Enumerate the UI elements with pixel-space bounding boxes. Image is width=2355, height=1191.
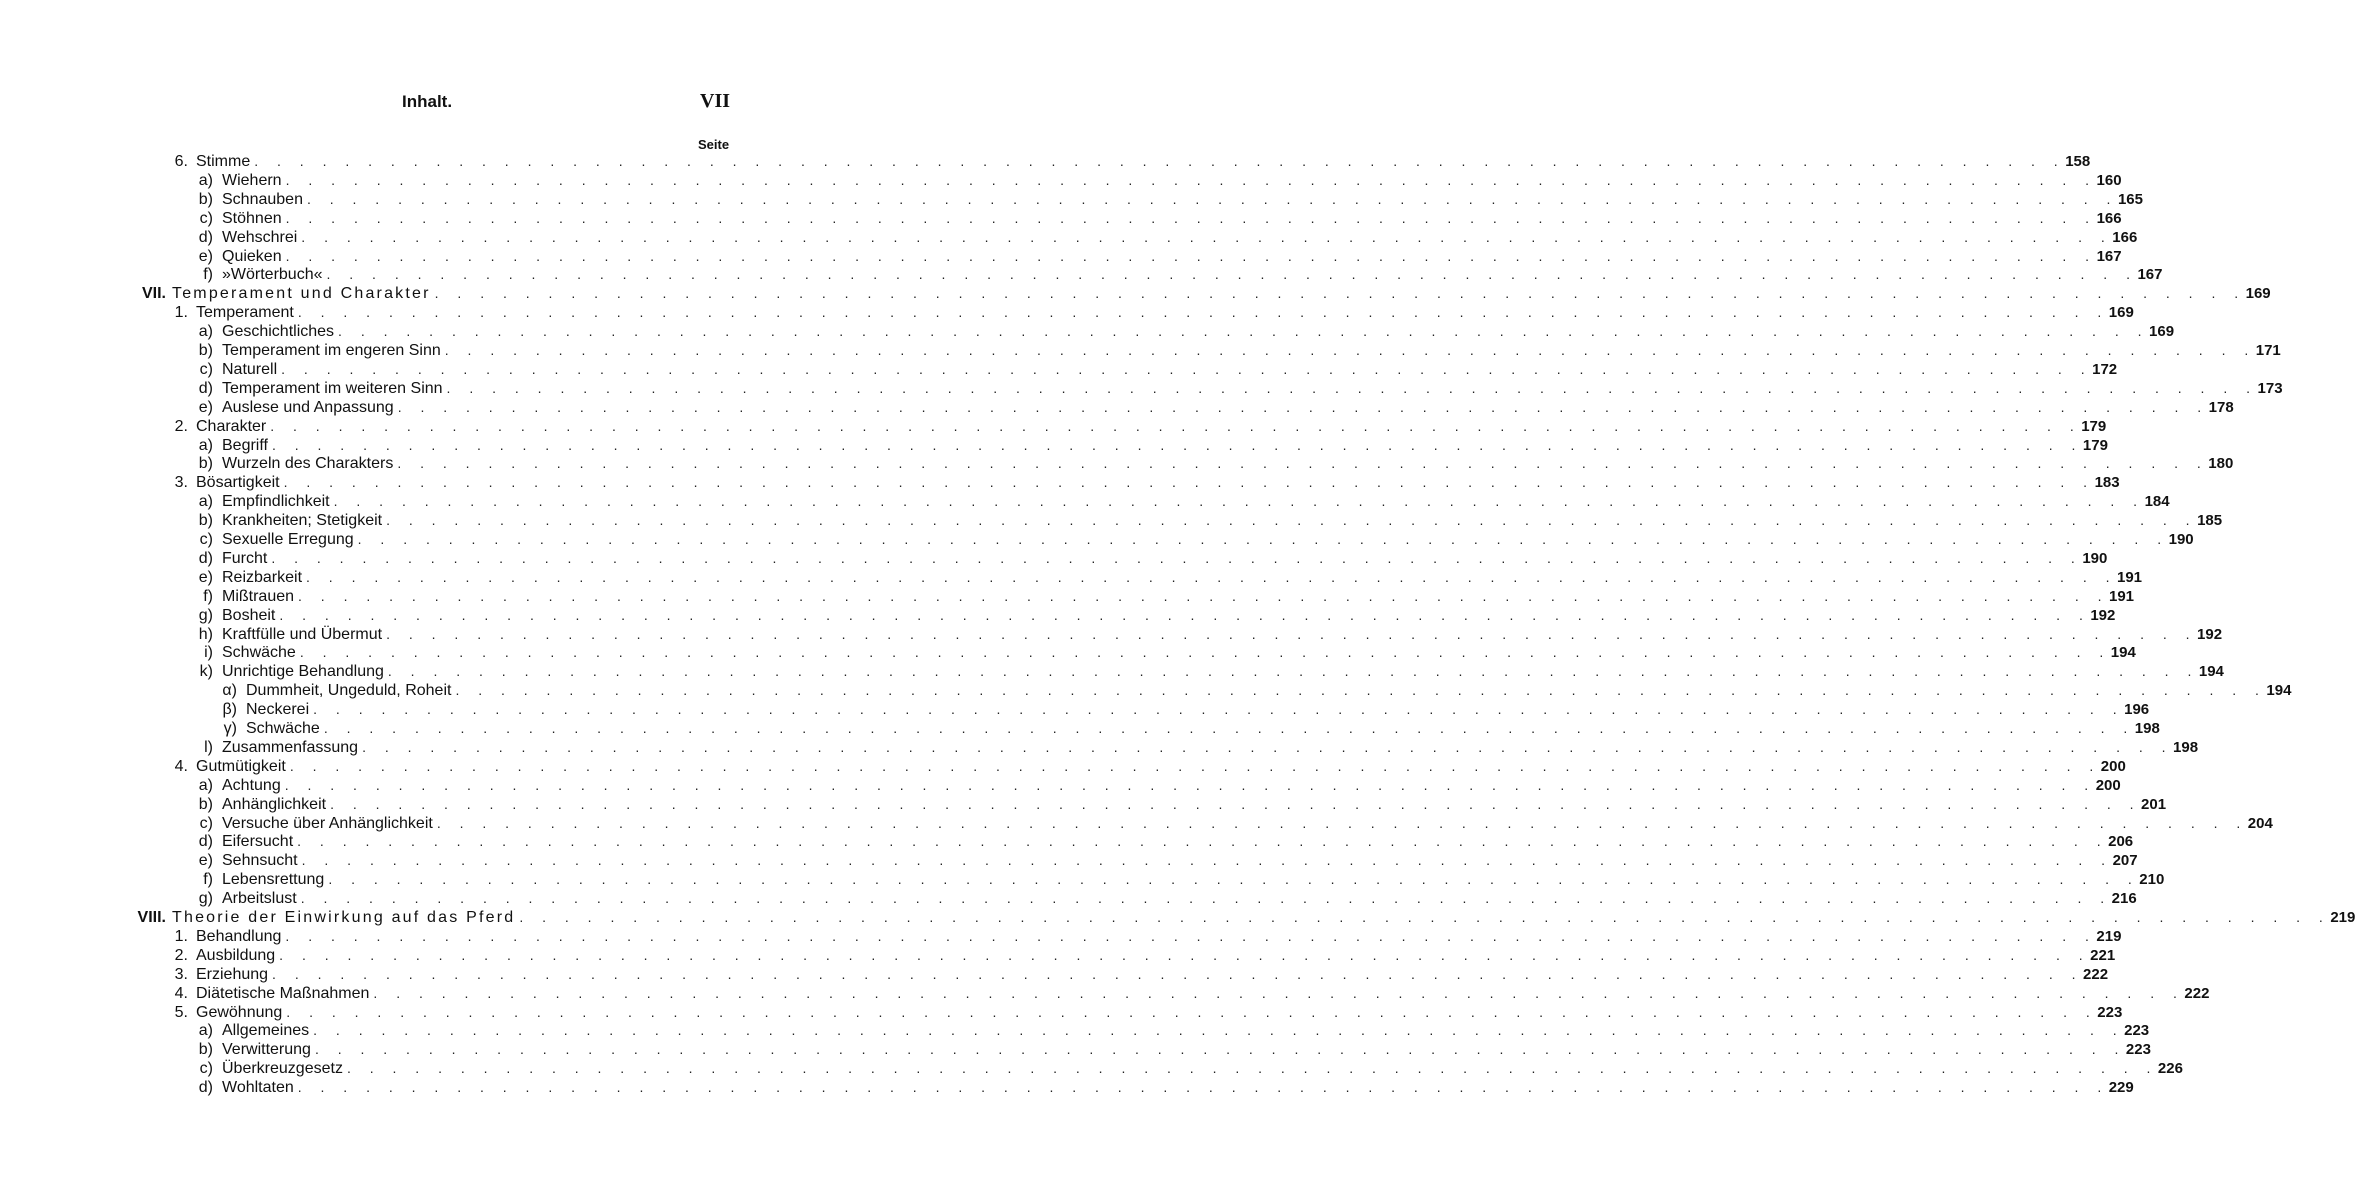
- toc-entry: [174, 152, 2091, 171]
- toc-entry-page: 192: [2197, 625, 2223, 643]
- toc-entry: [204, 738, 2199, 757]
- toc-entry-page: 169: [2149, 323, 2175, 341]
- dot-leader: . . . . . . . . . . . . . . . . . . . . . . . . . . . . . . . . . . . . . . . . . . . . . . . . . . . . . . . . . . . . . . . . . . . . . . . . . . . . . . . .: [298, 587, 2109, 604]
- toc-entry-page: 222: [2083, 965, 2109, 983]
- toc-entry-number: 1.: [174, 927, 188, 945]
- toc-entry-number: b): [198, 795, 213, 813]
- toc-entry-title: Zusammenfassung: [222, 738, 359, 756]
- running-header-page-number: VII: [700, 90, 731, 112]
- dot-leader: . . . . . . . . . . . . . . . . . . . . . . . . . . . . . . . . . . . . . . . . . . . . . . . . . . . . . . . . . . . . . . . . . . . . . . . . . . . . . . . .: [436, 814, 2248, 831]
- toc-entry: [199, 360, 2118, 379]
- toc-entry-page: 229: [2108, 1079, 2134, 1097]
- toc-entry-title: Auslese und Anpassung: [222, 398, 394, 416]
- dot-leader: . . . . . . . . . . . . . . . . . . . . . . . . . . . . . . . . . . . . . . . . . . . . . . . . . . . . . . . . . . . . . . . . . . . . . . . . . . . . . . . .: [444, 342, 2256, 358]
- toc-entry-page: 169: [2245, 285, 2271, 303]
- toc-entry-number: a): [198, 171, 213, 189]
- toc-entry-title: »Wörterbuch«: [222, 266, 323, 284]
- toc-entry-number: f): [203, 871, 213, 889]
- toc-entry-number: c): [199, 1060, 213, 1078]
- toc-entry-number: 2.: [174, 417, 188, 435]
- toc-entry-title: Ausbildung: [196, 946, 276, 964]
- toc-entry: [137, 908, 2355, 927]
- toc-entry: [174, 965, 2109, 984]
- toc-entry: [203, 587, 2135, 606]
- toc-entry-number: α): [222, 682, 237, 700]
- dot-leader: . . . . . . . . . . . . . . . . . . . . . . . . . . . . . . . . . . . . . . . . . . . . . . . . . . . . . . . . . . . . . . . . . . . . . . . . . . . . . . . .: [338, 323, 2150, 340]
- toc-entry-page: 179: [2082, 436, 2108, 454]
- toc-entry: [198, 454, 2234, 473]
- toc-entry-number: β): [222, 701, 237, 719]
- toc-entry: [199, 530, 2194, 549]
- toc-entry-title: Quieken: [222, 247, 282, 265]
- dot-leader: . . . . . . . . . . . . . . . . . . . . . . . . . . . . . . . . . . . . . . . . . . . . . . . . . . . . . . . . . . . . . . . . . . . . . . . . . . . . . . . .: [283, 474, 2095, 491]
- toc-entry-title: Eifersucht: [222, 833, 294, 851]
- dot-leader: . . . . . . . . . . . . . . . . . . . . . . . . . . . . . . . . . . . . . . . . . . . . . . . . . . . . . . . . . . . . . . . . . . . . . . . . . . . . . . . .: [314, 1041, 2126, 1058]
- toc-entry-page: 171: [2255, 342, 2281, 359]
- toc-entry-number: 2.: [174, 946, 188, 964]
- dot-leader: . . . . . . . . . . . . . . . . . . . . . . . . . . . . . . . . . . . . . . . . . . . . . . . . . . . . . . . . . . . . . . . . . . . . . . . . . . . . . . . .: [328, 871, 2140, 888]
- toc-entry-title: Schwäche: [222, 644, 296, 662]
- toc-entry-number: f): [203, 587, 213, 605]
- toc-entry-number: g): [198, 890, 213, 908]
- toc-entry-number: b): [198, 1041, 213, 1059]
- toc-entry-number: c): [199, 531, 213, 548]
- toc-entry-title: Temperament im weiteren Sinn: [222, 379, 443, 397]
- toc-entry-number: a): [198, 493, 213, 511]
- toc-entry-number: 1.: [174, 304, 188, 322]
- dot-leader: . . . . . . . . . . . . . . . . . . . . . . . . . . . . . . . . . . . . . . . . . . . . . . . . . . . . . . . . . . . . . . . . . . . . . . . . . . . . . . . .: [397, 455, 2209, 472]
- toc-entry-title: Naturell: [222, 360, 278, 378]
- toc-entry-title: Schnauben: [222, 190, 303, 208]
- toc-entry: [198, 1078, 2134, 1097]
- toc-entry-number: 4.: [174, 757, 188, 775]
- toc-entry: [199, 1059, 2183, 1078]
- toc-entry: [222, 681, 2292, 700]
- toc-entry: [174, 984, 2210, 1003]
- toc-entry-title: Theorie der Einwirkung auf das Pferd: [172, 909, 516, 926]
- toc-entry: [174, 417, 2107, 436]
- dot-leader: . . . . . . . . . . . . . . . . . . . . . . . . . . . . . . . . . . . . . . . . . . . . . . . . . . . . . . . . . . . . . . . . . . . . . . . . . . . . . . . .: [284, 776, 2096, 793]
- toc-entry: [198, 568, 2143, 587]
- dot-leader: . . . . . . . . . . . . . . . . . . . . . . . . . . . . . . . . . . . . . . . . . . . . . . . . . . . . . . . . . . . . . . . . . . . . . . . . . . . . . . . .: [286, 1003, 2098, 1020]
- toc-entry-page: 216: [2111, 890, 2137, 908]
- toc-entry-title: Wohltaten: [222, 1079, 294, 1097]
- toc-entry: [198, 247, 2122, 266]
- toc-entry-number: 3.: [174, 965, 188, 983]
- toc-entry-number: l): [204, 738, 213, 756]
- toc-entry: [203, 870, 2165, 889]
- toc-entry-number: e): [198, 247, 213, 265]
- toc-entry-page: 184: [2144, 493, 2170, 511]
- toc-entry: [174, 946, 2116, 965]
- toc-entry: [198, 1021, 2150, 1040]
- toc-entry: [198, 379, 2283, 398]
- dot-leader: . . . . . . . . . . . . . . . . . . . . . . . . . . . . . . . . . . . . . . . . . . . . . . . . . . . . . . . . . . . . . . . . . . . . . . . . . . . . . . . .: [373, 984, 2185, 1001]
- toc-entry-number: 4.: [174, 984, 188, 1002]
- toc-entry: [198, 851, 2138, 870]
- dot-leader: . . . . . . . . . . . . . . . . . . . . . . . . . . . . . . . . . . . . . . . . . . . . . . . . . . . . . . . . . . . . . . . . . . . . . . . . . . . . . . . .: [455, 682, 2267, 699]
- toc-entry: [203, 265, 2163, 284]
- dot-leader: . . . . . . . . . . . . . . . . . . . . . . . . . . . . . . . . . . . . . . . . . . . . . . . . . . . . . . . . . . . . . . . . . . . . . . . . . . . . . . . .: [271, 549, 2083, 566]
- toc-entry-page: 194: [2110, 644, 2136, 662]
- toc-entry: [198, 549, 2108, 568]
- toc-entry: [222, 700, 2150, 719]
- toc-entry-page: 190: [2168, 531, 2194, 548]
- toc-entry-title: Reizbarkeit: [222, 568, 303, 586]
- toc-entry: [174, 757, 2126, 776]
- toc-entry: [223, 719, 2160, 738]
- toc-entry-page: 165: [2117, 190, 2143, 208]
- dot-leader: . . . . . . . . . . . . . . . . . . . . . . . . . . . . . . . . . . . . . . . . . . . . . . . . . . . . . . . . . . . . . . . . . . . . . . . . . . . . . . . .: [346, 1060, 2158, 1077]
- dot-leader: . . . . . . . . . . . . . . . . . . . . . . . . . . . . . . . . . . . . . . . . . . . . . . . . . . . . . . . . . . . . . . . . . . . . . . . . . . . . . . . .: [301, 852, 2113, 869]
- toc-entry-number: d): [198, 549, 213, 567]
- toc-entry-title: Schwäche: [246, 720, 320, 737]
- toc-entry-page: 158: [2065, 153, 2091, 170]
- toc-entry-page: 185: [2197, 512, 2223, 530]
- toc-entry: [198, 492, 2170, 511]
- toc-entry: [174, 1003, 2123, 1022]
- toc-entry-page: 166: [2096, 209, 2122, 227]
- dot-leader: . . . . . . . . . . . . . . . . . . . . . . . . . . . . . . . . . . . . . . . . . . . . . . . . . . . . . . . . . . . . . . . . . . . . . . . . . . . . . . . .: [297, 833, 2109, 850]
- toc-entry-title: Behandlung: [196, 927, 282, 945]
- toc-entry-title: Versuche über Anhänglichkeit: [222, 814, 433, 832]
- toc-entry-page: 198: [2134, 720, 2160, 737]
- toc-entry-page: 223: [2097, 1003, 2123, 1021]
- toc-entry-page: 183: [2094, 474, 2120, 492]
- toc-entry-title: Anhänglichkeit: [222, 795, 327, 813]
- toc-entry-title: Neckerei: [246, 701, 310, 719]
- toc-entry-title: Furcht: [222, 549, 268, 567]
- toc-entry-title: Gutmütigkeit: [196, 757, 286, 775]
- toc-entry-number: 3.: [174, 474, 188, 492]
- toc-entry-page: 167: [2137, 266, 2163, 284]
- toc-entry-page: 180: [2208, 455, 2234, 473]
- toc-entry-page: 169: [2108, 304, 2134, 322]
- toc-entry-title: Stöhnen: [222, 209, 282, 227]
- toc-entry-number: b): [198, 190, 213, 208]
- toc-entry-number: a): [198, 1022, 213, 1040]
- toc-entry-number: g): [198, 606, 213, 624]
- toc-entry-title: Allgemeines: [222, 1022, 310, 1040]
- toc-entry-page: 200: [2100, 757, 2126, 775]
- toc-entry-number: b): [198, 455, 213, 473]
- toc-entry-number: f): [203, 266, 213, 284]
- toc-entry-title: Bösartigkeit: [196, 474, 280, 492]
- toc-entry-title: Bosheit: [222, 606, 276, 624]
- toc-entry-number: i): [204, 644, 213, 662]
- toc-entry-page: 207: [2112, 852, 2138, 870]
- dot-leader: . . . . . . . . . . . . . . . . . . . . . . . . . . . . . . . . . . . . . . . . . . . . . . . . . . . . . . . . . . . . . . . . . . . . . . . . . . . . . . . .: [313, 701, 2125, 718]
- toc-entry-page: 223: [2124, 1022, 2150, 1040]
- toc-entry-page: 191: [2117, 568, 2143, 586]
- toc-entry-number: 5.: [174, 1003, 188, 1021]
- dot-leader: . . . . . . . . . . . . . . . . . . . . . . . . . . . . . . . . . . . . . . . . . . . . . . . . . . . . . . . . . . . . . . . . . . . . . . . . . . . . . . . .: [272, 965, 2084, 982]
- toc-entry-number: VIII.: [137, 909, 166, 926]
- toc-entry: [199, 814, 2273, 833]
- toc-entry-title: Begriff: [222, 436, 268, 454]
- toc-entry-page: 222: [2184, 984, 2210, 1002]
- toc-entry-number: a): [198, 776, 213, 794]
- toc-entry: [198, 511, 2223, 530]
- toc-entry: [199, 662, 2224, 681]
- dot-leader: . . . . . . . . . . . . . . . . . . . . . . . . . . . . . . . . . . . . . . . . . . . . . . . . . . . . . . . . . . . . . . . . . . . . . . . . . . . . . . . .: [301, 228, 2113, 245]
- toc-entry-page: 210: [2139, 871, 2165, 889]
- toc-entry: [198, 190, 2143, 209]
- dot-leader: . . . . . . . . . . . . . . . . . . . . . . . . . . . . . . . . . . . . . . . . . . . . . . . . . . . . . . . . . . . . . . . . . . . . . . . . . . . . . . . .: [285, 209, 2097, 226]
- toc-entry-page: 194: [2198, 663, 2224, 681]
- toc-entry-number: c): [199, 814, 213, 832]
- toc-entry: [141, 284, 2271, 303]
- toc-entry-number: c): [199, 360, 213, 378]
- dot-leader: . . . . . . . . . . . . . . . . . . . . . . . . . . . . . . . . . . . . . . . . . . . . . . . . . . . . . . . . . . . . . . . . . . . . . . . . . . . . . . . .: [289, 757, 2101, 774]
- dot-leader: . . . . . . . . . . . . . . . . . . . . . . . . . . . . . . . . . . . . . . . . . . . . . . . . . . . . . . . . . . . . . . . . . . . . . . . . . . . . . . . .: [271, 436, 2083, 453]
- toc-entry-page: 192: [2090, 606, 2116, 624]
- toc-entry-title: Lebensrettung: [222, 871, 325, 889]
- toc-entry-page: 221: [2090, 946, 2116, 964]
- dot-leader: . . . . . . . . . . . . . . . . . . . . . . . . . . . . . . . . . . . . . . . . . . . . . . . . . . . . . . . . . . . . . . . . . . . . . . . . . . . . . . . .: [446, 379, 2258, 396]
- dot-leader: . . . . . . . . . . . . . . . . . . . . . . . . . . . . . . . . . . . . . . . . . . . . . . . . . . . . . . . . . . . . . . . . . . . . . . . . . . . . . . . .: [397, 398, 2209, 415]
- toc-entry-number: b): [198, 342, 213, 359]
- toc-entry-page: 219: [2330, 909, 2355, 926]
- dot-leader: . . . . . . . . . . . . . . . . . . . . . . . . . . . . . . . . . . . . . . . . . . . . . . . . . . . . . . . . . . . . . . . . . . . . . . . . . . . . . . . .: [281, 360, 2093, 377]
- toc-entry-number: a): [198, 323, 213, 341]
- toc-entry-page: 172: [2092, 360, 2118, 378]
- toc-entry-page: 219: [2096, 927, 2122, 945]
- dot-leader: . . . . . . . . . . . . . . . . . . . . . . . . . . . . . . . . . . . . . . . . . . . . . . . . . . . . . . . . . . . . . . . . . . . . . . . . . . . . . . . .: [285, 171, 2097, 188]
- toc-entry-page: 179: [2081, 417, 2107, 435]
- toc-entry-title: Arbeitslust: [222, 890, 297, 908]
- toc-entry: [198, 832, 2134, 851]
- toc-entry-page: 160: [2096, 171, 2122, 189]
- toc-entry-title: Temperament und Charakter: [172, 285, 431, 303]
- toc-entry-page: 173: [2257, 379, 2283, 397]
- toc-entry: [198, 606, 2116, 625]
- toc-entry: [198, 889, 2137, 908]
- toc-entry-page: 191: [2109, 587, 2135, 605]
- toc-entry-page: 204: [2247, 814, 2273, 832]
- toc-entry: [204, 643, 2136, 662]
- dot-leader: . . . . . . . . . . . . . . . . . . . . . . . . . . . . . . . . . . . . . . . . . . . . . . . . . . . . . . . . . . . . . . . . . . . . . . . . . . . . . . . .: [300, 890, 2112, 907]
- dot-leader: . . . . . . . . . . . . . . . . . . . . . . . . . . . . . . . . . . . . . . . . . . . . . . . . . . . . . . . . . . . . . . . . . . . . . . . . . . . . . . . .: [386, 625, 2198, 642]
- toc-entry-number: d): [198, 1079, 213, 1097]
- toc-entry-page: 167: [2096, 247, 2122, 265]
- toc-entry-page: 190: [2082, 549, 2108, 567]
- toc-entry-page: 166: [2112, 228, 2138, 246]
- toc-entry-page: 206: [2108, 833, 2134, 851]
- toc-entry-page: 196: [2124, 701, 2150, 719]
- toc-entry: [198, 398, 2234, 417]
- toc-entry-title: Charakter: [196, 417, 267, 435]
- dot-leader: . . . . . . . . . . . . . . . . . . . . . . . . . . . . . . . . . . . . . . . . . . . . . . . . . . . . . . . . . . . . . . . . . . . . . . . . . . . . . . . .: [285, 927, 2097, 944]
- toc-entry: [198, 795, 2167, 814]
- toc-entry-title: Erziehung: [196, 965, 269, 983]
- toc-entry: [198, 341, 2281, 360]
- toc-entry-title: Verwitterung: [222, 1041, 311, 1059]
- toc-entry-title: Mißtrauen: [222, 587, 295, 605]
- running-header-title: Inhalt.: [402, 92, 453, 111]
- dot-leader: . . . . . . . . . . . . . . . . . . . . . . . . . . . . . . . . . . . . . . . . . . . . . . . . . . . . . . . . . . . . . . . . . . . . . . . . . . . . . . . .: [357, 531, 2169, 547]
- toc-entry-page: 226: [2157, 1060, 2183, 1078]
- toc-entry-title: Kraftfülle und Übermut: [222, 625, 383, 643]
- dot-leader: . . . . . . . . . . . . . . . . . . . . . . . . . . . . . . . . . . . . . . . . . . . . . . . . . . . . . . . . . . . . . . . . . . . . . . . . . . . . . . . .: [254, 153, 2066, 169]
- toc-entry: [198, 776, 2121, 795]
- toc-entry-title: Überkreuzgesetz: [222, 1060, 343, 1078]
- toc-entry-page: 198: [2173, 738, 2199, 756]
- toc-entry-number: e): [198, 398, 213, 416]
- toc-entry-title: Dummheit, Ungeduld, Roheit: [246, 682, 452, 700]
- dot-leader: . . . . . . . . . . . . . . . . . . . . . . . . . . . . . . . . . . . . . . . . . . . . . . . . . . . . . . . . . . . . . . . . . . . . . . . . . . . . . . . .: [387, 663, 2199, 680]
- dot-leader: . . . . . . . . . . . . . . . . . . . . . . . . . . . . . . . . . . . . . . . . . . . . . . . . . . . . . . . . . . . . . . . . . . . . . . . . . . . . . . . .: [297, 304, 2109, 321]
- toc-entry-title: Krankheiten; Stetigkeit: [222, 512, 383, 530]
- toc-entry-page: 194: [2266, 682, 2292, 700]
- toc-entry: [174, 473, 2120, 492]
- toc-entry-number: d): [198, 833, 213, 851]
- toc-entry-number: e): [198, 852, 213, 870]
- toc-entry-title: Temperament: [196, 304, 294, 322]
- toc-entry-number: c): [199, 209, 213, 227]
- toc-entry-number: 6.: [174, 153, 188, 170]
- toc-entry: [198, 171, 2122, 190]
- dot-leader: . . . . . . . . . . . . . . . . . . . . . . . . . . . . . . . . . . . . . . . . . . . . . . . . . . . . . . . . . . . . . . . . . . . . . . . . . . . . . . . .: [299, 644, 2111, 661]
- toc-entry-title: Sehnsucht: [222, 852, 298, 870]
- toc-entry-page: 223: [2125, 1041, 2151, 1059]
- toc-entry: [198, 228, 2138, 247]
- toc-entry: [198, 436, 2108, 455]
- dot-leader: . . . . . . . . . . . . . . . . . . . . . . . . . . . . . . . . . . . . . . . . . . . . . . . . . . . . . . . . . . . . . . . . . . . . . . . . . . . . . . . .: [279, 946, 2091, 963]
- toc-entry-title: Achtung: [222, 776, 281, 794]
- dot-leader: . . . . . . . . . . . . . . . . . . . . . . . . . . . . . . . . . . . . . . . . . . . . . . . . . . . . . . . . . . . . . . . . . . . . . . . . . . . . . . . .: [434, 285, 2246, 302]
- dot-leader: . . . . . . . . . . . . . . . . . . . . . . . . . . . . . . . . . . . . . . . . . . . . . . . . . . . . . . . . . . . . . . . . . . . . . . . . . . . . . . . .: [285, 247, 2097, 264]
- toc-entry-number: γ): [223, 720, 237, 737]
- dot-leader: . . . . . . . . . . . . . . . . . . . . . . . . . . . . . . . . . . . . . . . . . . . . . . . . . . . . . . . . . . . . . . . . . . . . . . . . . . . . . . . .: [297, 1079, 2109, 1096]
- dot-leader: . . . . . . . . . . . . . . . . . . . . . . . . . . . . . . . . . . . . . . . . . . . . . . . . . . . . . . . . . . . . . . . . . . . . . . . . . . . . . . . .: [362, 738, 2174, 755]
- dot-leader: . . . . . . . . . . . . . . . . . . . . . . . . . . . . . . . . . . . . . . . . . . . . . . . . . . . . . . . . . . . . . . . . . . . . . . . . . . . . . . . .: [323, 720, 2135, 736]
- toc-entry-number: h): [198, 625, 213, 643]
- toc-entry-title: Empfindlichkeit: [222, 493, 330, 511]
- toc-entry-title: Geschichtliches: [222, 323, 335, 341]
- dot-leader: . . . . . . . . . . . . . . . . . . . . . . . . . . . . . . . . . . . . . . . . . . . . . . . . . . . . . . . . . . . . . . . . . . . . . . . . . . . . . . . .: [279, 606, 2091, 623]
- dot-leader: . . . . . . . . . . . . . . . . . . . . . . . . . . . . . . . . . . . . . . . . . . . . . . . . . . . . . . . . . . . . . . . . . . . . . . . . . . . . . . . .: [270, 417, 2082, 434]
- toc-entry: [198, 322, 2175, 341]
- dot-leader: . . . . . . . . . . . . . . . . . . . . . . . . . . . . . . . . . . . . . . . . . . . . . . . . . . . . . . . . . . . . . . . . . . . . . . . . . . . . . . . .: [306, 568, 2117, 585]
- dot-leader: . . . . . . . . . . . . . . . . . . . . . . . . . . . . . . . . . . . . . . . . . . . . . . . . . . . . . . . . . . . . . . . . . . . . . . . . . . . . . . . .: [333, 493, 2145, 510]
- toc-entry-title: Sexuelle Erregung: [222, 531, 354, 548]
- dot-leader: . . . . . . . . . . . . . . . . . . . . . . . . . . . . . . . . . . . . . . . . . . . . . . . . . . . . . . . . . . . . . . . . . . . . . . . . . . . . . . . .: [313, 1022, 2125, 1039]
- toc-entry-title: Diätetische Maßnahmen: [196, 984, 370, 1002]
- page-column-label: Seite: [698, 137, 730, 152]
- toc-entry-number: k): [199, 663, 213, 681]
- dot-leader: . . . . . . . . . . . . . . . . . . . . . . . . . . . . . . . . . . . . . . . . . . . . . . . . . . . . . . . . . . . . . . . . . . . . . . . . . . . . . . . .: [519, 909, 2331, 925]
- toc-entry-title: Temperament im engeren Sinn: [222, 342, 441, 359]
- toc-entry-number: VII.: [141, 285, 166, 303]
- toc-entry-number: e): [198, 568, 213, 586]
- toc-entry: [199, 209, 2122, 228]
- toc-entry-title: Gewöhnung: [196, 1003, 283, 1021]
- toc-entry: [198, 1040, 2151, 1059]
- toc-entry-page: 200: [2095, 776, 2121, 794]
- toc-entry-number: d): [198, 228, 213, 246]
- toc-entry-title: Stimme: [196, 153, 251, 170]
- dot-leader: . . . . . . . . . . . . . . . . . . . . . . . . . . . . . . . . . . . . . . . . . . . . . . . . . . . . . . . . . . . . . . . . . . . . . . . . . . . . . . . .: [306, 190, 2118, 207]
- toc-entry-number: a): [198, 436, 213, 454]
- toc-entry-page: 201: [2141, 795, 2167, 813]
- toc-entry-title: Unrichtige Behandlung: [222, 663, 384, 681]
- toc-entry-title: Wehschrei: [222, 228, 298, 246]
- toc-entry-number: b): [198, 512, 213, 530]
- dot-leader: . . . . . . . . . . . . . . . . . . . . . . . . . . . . . . . . . . . . . . . . . . . . . . . . . . . . . . . . . . . . . . . . . . . . . . . . . . . . . . . .: [330, 795, 2142, 812]
- dot-leader: . . . . . . . . . . . . . . . . . . . . . . . . . . . . . . . . . . . . . . . . . . . . . . . . . . . . . . . . . . . . . . . . . . . . . . . . . . . . . . . .: [326, 266, 2138, 283]
- toc-entry: [198, 625, 2223, 644]
- dot-leader: . . . . . . . . . . . . . . . . . . . . . . . . . . . . . . . . . . . . . . . . . . . . . . . . . . . . . . . . . . . . . . . . . . . . . . . . . . . . . . . .: [386, 512, 2198, 529]
- toc-entry: [174, 927, 2122, 946]
- toc-entry-number: d): [198, 379, 213, 397]
- toc-entry-title: Wiehern: [222, 171, 282, 189]
- toc-entry: [174, 303, 2134, 322]
- toc-entry-title: Wurzeln des Charakters: [222, 455, 394, 473]
- toc-entry-page: 178: [2208, 398, 2234, 416]
